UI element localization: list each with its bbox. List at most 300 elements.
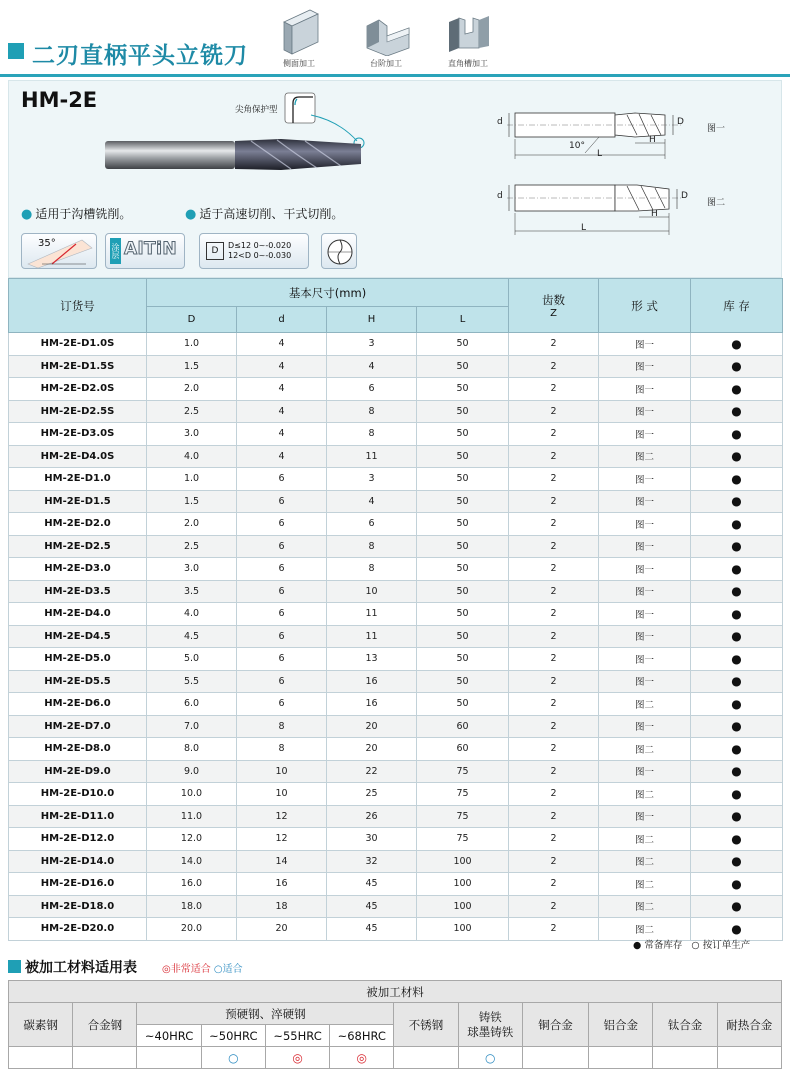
d-cell: 18 <box>237 895 327 918</box>
D-cell: 6.0 <box>147 693 237 716</box>
code-cell: HM-2E-D10.0 <box>9 783 147 806</box>
col-d: d <box>237 307 327 333</box>
L-cell: 50 <box>417 333 509 356</box>
table-row <box>9 423 783 446</box>
page-title: 二刃直柄平头立铣刀 <box>32 43 248 69</box>
product-spec-table <box>8 278 783 941</box>
operation-label: 台阶加工 <box>370 59 402 68</box>
H-cell: 16 <box>327 693 417 716</box>
form-cell: 图一 <box>599 603 691 626</box>
stock-dot-icon: ● <box>691 918 783 941</box>
feature-bullet <box>185 205 343 222</box>
form-cell: 图二 <box>599 738 691 761</box>
D-cell: 11.0 <box>147 805 237 828</box>
H-cell: 45 <box>327 895 417 918</box>
D-cell: 12.0 <box>147 828 237 851</box>
code-cell: HM-2E-D1.5 <box>9 490 147 513</box>
H-cell: 20 <box>327 715 417 738</box>
stock-dot-icon: ● <box>691 850 783 873</box>
H-cell: 13 <box>327 648 417 671</box>
code-cell: HM-2E-D7.0 <box>9 715 147 738</box>
materials-title: 被加工材料适用表 <box>25 960 137 976</box>
L-cell: 100 <box>417 918 509 941</box>
form-cell: 图二 <box>599 918 691 941</box>
L-cell: 100 <box>417 850 509 873</box>
feature-text: 适于高速切削、干式切削。 <box>199 207 344 221</box>
code-cell: HM-2E-D1.5S <box>9 355 147 378</box>
suitability-cell: ○ <box>458 1047 522 1069</box>
d-cell: 6 <box>237 648 327 671</box>
teeth-cell: 2 <box>509 715 599 738</box>
H-cell: 25 <box>327 783 417 806</box>
flute-section-badge <box>321 233 357 269</box>
L-cell: 50 <box>417 423 509 446</box>
form-cell: 图一 <box>599 423 691 446</box>
d-cell: 10 <box>237 760 327 783</box>
code-cell: HM-2E-D12.0 <box>9 828 147 851</box>
mat-col: 合金钢 <box>73 1003 137 1047</box>
H-cell: 6 <box>327 513 417 536</box>
form-cell: 图一 <box>599 468 691 491</box>
end-mill-image <box>101 135 365 175</box>
H-cell: 45 <box>327 918 417 941</box>
L-cell: 75 <box>417 805 509 828</box>
teeth-cell: 2 <box>509 400 599 423</box>
form-cell: 图一 <box>599 490 691 513</box>
drawing-figure-2 <box>487 177 703 239</box>
coating-badge <box>105 233 185 269</box>
form-cell: 图一 <box>599 333 691 356</box>
stock-dot-icon: ● <box>691 895 783 918</box>
form-cell: 图一 <box>599 760 691 783</box>
code-cell: HM-2E-D3.0S <box>9 423 147 446</box>
D-cell: 18.0 <box>147 895 237 918</box>
D-cell: 3.0 <box>147 423 237 446</box>
d-cell: 4 <box>237 400 327 423</box>
figure-1-label: 图一 <box>707 124 726 134</box>
code-cell: HM-2E-D18.0 <box>9 895 147 918</box>
suitability-cell <box>137 1047 201 1069</box>
D-cell: 9.0 <box>147 760 237 783</box>
form-cell: 图一 <box>599 625 691 648</box>
two-flute-section-icon <box>322 234 358 270</box>
bullet-dot: ● <box>185 207 197 222</box>
stock-dot-icon: ● <box>691 603 783 626</box>
dim-angle-label: 10° <box>569 141 585 151</box>
helix-angle-badge <box>21 233 97 269</box>
L-cell: 50 <box>417 603 509 626</box>
H-cell: 30 <box>327 828 417 851</box>
H-cell: 11 <box>327 603 417 626</box>
d-cell: 20 <box>237 918 327 941</box>
L-cell: 50 <box>417 625 509 648</box>
teeth-cell: 2 <box>509 670 599 693</box>
form-cell: 图一 <box>599 648 691 671</box>
D-cell: 20.0 <box>147 918 237 941</box>
stock-dot-icon: ● <box>691 400 783 423</box>
operation-side-milling <box>264 8 334 69</box>
materials-table <box>8 980 782 1069</box>
d-cell: 8 <box>237 738 327 761</box>
H-cell: 11 <box>327 445 417 468</box>
suitability-cell: ◎ <box>265 1047 329 1069</box>
form-cell: 图一 <box>599 670 691 693</box>
d-cell: 8 <box>237 715 327 738</box>
code-cell: HM-2E-D2.0S <box>9 378 147 401</box>
tolerance-symbol: D <box>206 242 224 260</box>
page-header <box>0 0 790 76</box>
L-cell: 75 <box>417 828 509 851</box>
teeth-cell: 2 <box>509 535 599 558</box>
dim-D-label: D <box>677 117 684 127</box>
H-cell: 32 <box>327 850 417 873</box>
mat-col: ~50HRC <box>201 1025 265 1047</box>
L-cell: 50 <box>417 535 509 558</box>
table-row <box>9 693 783 716</box>
table-row <box>9 648 783 671</box>
stock-dot-icon: ● <box>691 355 783 378</box>
L-cell: 50 <box>417 513 509 536</box>
L-cell: 75 <box>417 783 509 806</box>
H-cell: 16 <box>327 670 417 693</box>
stock-dot-icon: ● <box>691 783 783 806</box>
table-row <box>9 625 783 648</box>
L-cell: 50 <box>417 378 509 401</box>
mat-col: ~55HRC <box>265 1025 329 1047</box>
teeth-cell: 2 <box>509 895 599 918</box>
code-cell: HM-2E-D4.0S <box>9 445 147 468</box>
code-cell: HM-2E-D2.0 <box>9 513 147 536</box>
mat-col: 铜合金 <box>522 1003 588 1047</box>
D-cell: 3.0 <box>147 558 237 581</box>
stock-dot-icon: ● <box>691 468 783 491</box>
table-row <box>9 850 783 873</box>
teeth-cell: 2 <box>509 850 599 873</box>
form-cell: 图一 <box>599 558 691 581</box>
teeth-cell: 2 <box>509 625 599 648</box>
form-cell: 图二 <box>599 828 691 851</box>
tolerance-badge <box>199 233 309 269</box>
teeth-cell: 2 <box>509 828 599 851</box>
feature-text: 适用于沟槽铣削。 <box>35 207 132 221</box>
D-cell: 1.0 <box>147 333 237 356</box>
table-row <box>9 580 783 603</box>
table-row <box>9 490 783 513</box>
dim-H-label: H <box>651 209 658 219</box>
teeth-cell: 2 <box>509 805 599 828</box>
suitability-row <box>9 1047 782 1069</box>
suitability-cell <box>589 1047 653 1069</box>
teeth-cell: 2 <box>509 490 599 513</box>
dim-L-label: L <box>581 223 587 233</box>
teeth-cell: 2 <box>509 355 599 378</box>
section-marker <box>8 43 24 59</box>
table-row <box>9 445 783 468</box>
d-cell: 6 <box>237 558 327 581</box>
col-L: L <box>417 307 509 333</box>
dim-d-label: d <box>497 117 503 127</box>
table-row <box>9 400 783 423</box>
H-cell: 4 <box>327 355 417 378</box>
stock-dot-icon: ● <box>691 738 783 761</box>
D-cell: 8.0 <box>147 738 237 761</box>
code-cell: HM-2E-D3.5 <box>9 580 147 603</box>
d-cell: 6 <box>237 513 327 536</box>
form-cell: 图二 <box>599 783 691 806</box>
teeth-cell: 2 <box>509 558 599 581</box>
stock-dot-icon: ● <box>691 693 783 716</box>
code-cell: HM-2E-D1.0S <box>9 333 147 356</box>
materials-legend <box>162 960 243 975</box>
materials-group-header: 被加工材料 <box>9 981 782 1003</box>
section-marker <box>8 960 21 973</box>
dim-d-label: d <box>497 191 503 201</box>
d-cell: 6 <box>237 625 327 648</box>
D-cell: 5.5 <box>147 670 237 693</box>
D-cell: 3.5 <box>147 580 237 603</box>
H-cell: 3 <box>327 333 417 356</box>
suitable-legend: ○适合 <box>213 964 243 975</box>
H-cell: 4 <box>327 490 417 513</box>
D-cell: 7.0 <box>147 715 237 738</box>
stock-dot-icon: ● <box>691 625 783 648</box>
D-cell: 5.0 <box>147 648 237 671</box>
H-cell: 11 <box>327 625 417 648</box>
teeth-cell: 2 <box>509 445 599 468</box>
helix-angle-text: 35° <box>38 238 56 249</box>
stock-dot-icon: ● <box>691 828 783 851</box>
very-suitable-legend: ◎非常适合 <box>162 964 211 975</box>
code-cell: HM-2E-D14.0 <box>9 850 147 873</box>
stock-dot-icon: ● <box>691 670 783 693</box>
code-cell: HM-2E-D1.0 <box>9 468 147 491</box>
spec-table-body <box>9 333 783 941</box>
L-cell: 50 <box>417 355 509 378</box>
tolerance-row-1: D≤12 0~-0.020 <box>228 241 292 250</box>
stock-dot-icon: ● <box>691 580 783 603</box>
made-to-order-text: 按订单生产 <box>702 940 751 951</box>
D-cell: 1.5 <box>147 355 237 378</box>
H-cell: 8 <box>327 423 417 446</box>
suitability-cell: ○ <box>201 1047 265 1069</box>
slot-milling-icon <box>443 8 493 56</box>
product-info-panel <box>8 80 782 278</box>
code-cell: HM-2E-D4.0 <box>9 603 147 626</box>
feature-bullet <box>21 205 131 222</box>
teeth-cell: 2 <box>509 468 599 491</box>
code-cell: HM-2E-D2.5S <box>9 400 147 423</box>
teeth-sub: Z <box>550 308 557 319</box>
code-cell: HM-2E-D6.0 <box>9 693 147 716</box>
D-cell: 2.0 <box>147 378 237 401</box>
D-cell: 10.0 <box>147 783 237 806</box>
L-cell: 60 <box>417 715 509 738</box>
H-cell: 8 <box>327 535 417 558</box>
operation-label: 直角槽加工 <box>448 59 488 68</box>
mat-col: 不锈钢 <box>394 1003 458 1047</box>
form-cell: 图一 <box>599 355 691 378</box>
H-cell: 8 <box>327 400 417 423</box>
in-stock-text: 常备库存 <box>644 940 683 951</box>
code-cell: HM-2E-D5.5 <box>9 670 147 693</box>
suitability-cell <box>522 1047 588 1069</box>
code-cell: HM-2E-D16.0 <box>9 873 147 896</box>
stock-dot-icon: ● <box>691 423 783 446</box>
D-cell: 1.5 <box>147 490 237 513</box>
drawing-figure-1 <box>487 103 703 165</box>
stock-dot-icon: ● <box>691 445 783 468</box>
stock-dot-icon: ● <box>691 760 783 783</box>
teeth-cell: 2 <box>509 738 599 761</box>
form-cell: 图二 <box>599 873 691 896</box>
suitability-cell <box>717 1047 781 1069</box>
code-cell: HM-2E-D11.0 <box>9 805 147 828</box>
H-cell: 6 <box>327 378 417 401</box>
mat-col: 铸铁 球墨铸铁 <box>458 1003 522 1047</box>
d-cell: 4 <box>237 333 327 356</box>
H-cell: 45 <box>327 873 417 896</box>
header-divider <box>0 74 790 77</box>
d-cell: 6 <box>237 670 327 693</box>
L-cell: 50 <box>417 670 509 693</box>
form-cell: 图一 <box>599 580 691 603</box>
bullet-dot: ● <box>21 207 33 222</box>
D-cell: 14.0 <box>147 850 237 873</box>
table-row <box>9 513 783 536</box>
stock-dot-icon: ● <box>691 805 783 828</box>
H-cell: 10 <box>327 580 417 603</box>
operation-label: 侧面加工 <box>283 59 315 68</box>
d-cell: 6 <box>237 693 327 716</box>
table-row <box>9 805 783 828</box>
table-row <box>9 333 783 356</box>
tip-protection-label: 尖角保护型 <box>235 105 278 115</box>
helix-angle-icon <box>22 234 98 270</box>
stock-dot-icon: ● <box>691 513 783 536</box>
table-row <box>9 715 783 738</box>
L-cell: 50 <box>417 490 509 513</box>
code-cell: HM-2E-D5.0 <box>9 648 147 671</box>
H-cell: 8 <box>327 558 417 581</box>
made-to-order-circle-icon: ○ <box>691 940 700 951</box>
teeth-cell: 2 <box>509 513 599 536</box>
D-cell: 4.0 <box>147 603 237 626</box>
teeth-cell: 2 <box>509 648 599 671</box>
d-cell: 4 <box>237 423 327 446</box>
table-row <box>9 828 783 851</box>
suitability-cell <box>9 1047 73 1069</box>
form-cell: 图一 <box>599 378 691 401</box>
form-cell: 图二 <box>599 693 691 716</box>
D-cell: 2.5 <box>147 400 237 423</box>
table-row <box>9 378 783 401</box>
mat-col: 铝合金 <box>589 1003 653 1047</box>
d-cell: 4 <box>237 378 327 401</box>
L-cell: 50 <box>417 445 509 468</box>
d-cell: 6 <box>237 535 327 558</box>
stock-dot-icon: ● <box>691 648 783 671</box>
operation-step-milling <box>351 8 421 69</box>
D-cell: 1.0 <box>147 468 237 491</box>
table-row <box>9 558 783 581</box>
code-cell: HM-2E-D2.5 <box>9 535 147 558</box>
model-name: HM-2E <box>21 88 98 112</box>
L-cell: 50 <box>417 693 509 716</box>
teeth-cell: 2 <box>509 378 599 401</box>
stock-dot-icon: ● <box>691 378 783 401</box>
col-H: H <box>327 307 417 333</box>
suitability-cell <box>394 1047 458 1069</box>
table-row <box>9 535 783 558</box>
d-cell: 6 <box>237 468 327 491</box>
coating-prefix: 涂层 <box>110 238 121 264</box>
table-row <box>9 760 783 783</box>
teeth-cell: 2 <box>509 423 599 446</box>
form-cell: 图二 <box>599 445 691 468</box>
D-cell: 4.5 <box>147 625 237 648</box>
code-cell: HM-2E-D9.0 <box>9 760 147 783</box>
dim-H-label: H <box>649 135 656 145</box>
col-teeth <box>509 279 599 333</box>
form-cell: 图二 <box>599 895 691 918</box>
dim-D-label: D <box>681 191 688 201</box>
code-cell: HM-2E-D20.0 <box>9 918 147 941</box>
d-cell: 6 <box>237 580 327 603</box>
suitability-cell <box>653 1047 717 1069</box>
table-row <box>9 355 783 378</box>
stock-dot-icon: ● <box>691 715 783 738</box>
d-cell: 4 <box>237 445 327 468</box>
D-cell: 4.0 <box>147 445 237 468</box>
form-cell: 图一 <box>599 513 691 536</box>
stock-dot-icon: ● <box>691 558 783 581</box>
H-cell: 3 <box>327 468 417 491</box>
L-cell: 100 <box>417 873 509 896</box>
col-form: 形 式 <box>599 279 691 333</box>
L-cell: 50 <box>417 648 509 671</box>
form-cell: 图二 <box>599 850 691 873</box>
d-cell: 4 <box>237 355 327 378</box>
d-cell: 6 <box>237 490 327 513</box>
stock-dot-icon: ● <box>691 535 783 558</box>
d-cell: 6 <box>237 603 327 626</box>
H-cell: 22 <box>327 760 417 783</box>
teeth-cell: 2 <box>509 603 599 626</box>
code-cell: HM-2E-D3.0 <box>9 558 147 581</box>
coating-name: AlTiN <box>124 239 178 259</box>
operation-slot-milling <box>433 8 503 69</box>
table-row <box>9 670 783 693</box>
figure-2-label: 图二 <box>707 198 726 208</box>
col-stock: 库 存 <box>691 279 783 333</box>
mat-col: 耐热合金 <box>717 1003 781 1047</box>
L-cell: 50 <box>417 468 509 491</box>
table-row <box>9 873 783 896</box>
teeth-cell: 2 <box>509 873 599 896</box>
step-milling-icon <box>361 8 411 56</box>
teeth-label: 齿数 <box>542 293 566 307</box>
table-row <box>9 603 783 626</box>
teeth-cell: 2 <box>509 333 599 356</box>
suitability-cell <box>73 1047 137 1069</box>
teeth-cell: 2 <box>509 783 599 806</box>
dim-L-label: L <box>597 149 603 159</box>
col-order-code: 订货号 <box>9 279 147 333</box>
teeth-cell: 2 <box>509 693 599 716</box>
form-cell: 图一 <box>599 535 691 558</box>
table-row <box>9 738 783 761</box>
d-cell: 14 <box>237 850 327 873</box>
